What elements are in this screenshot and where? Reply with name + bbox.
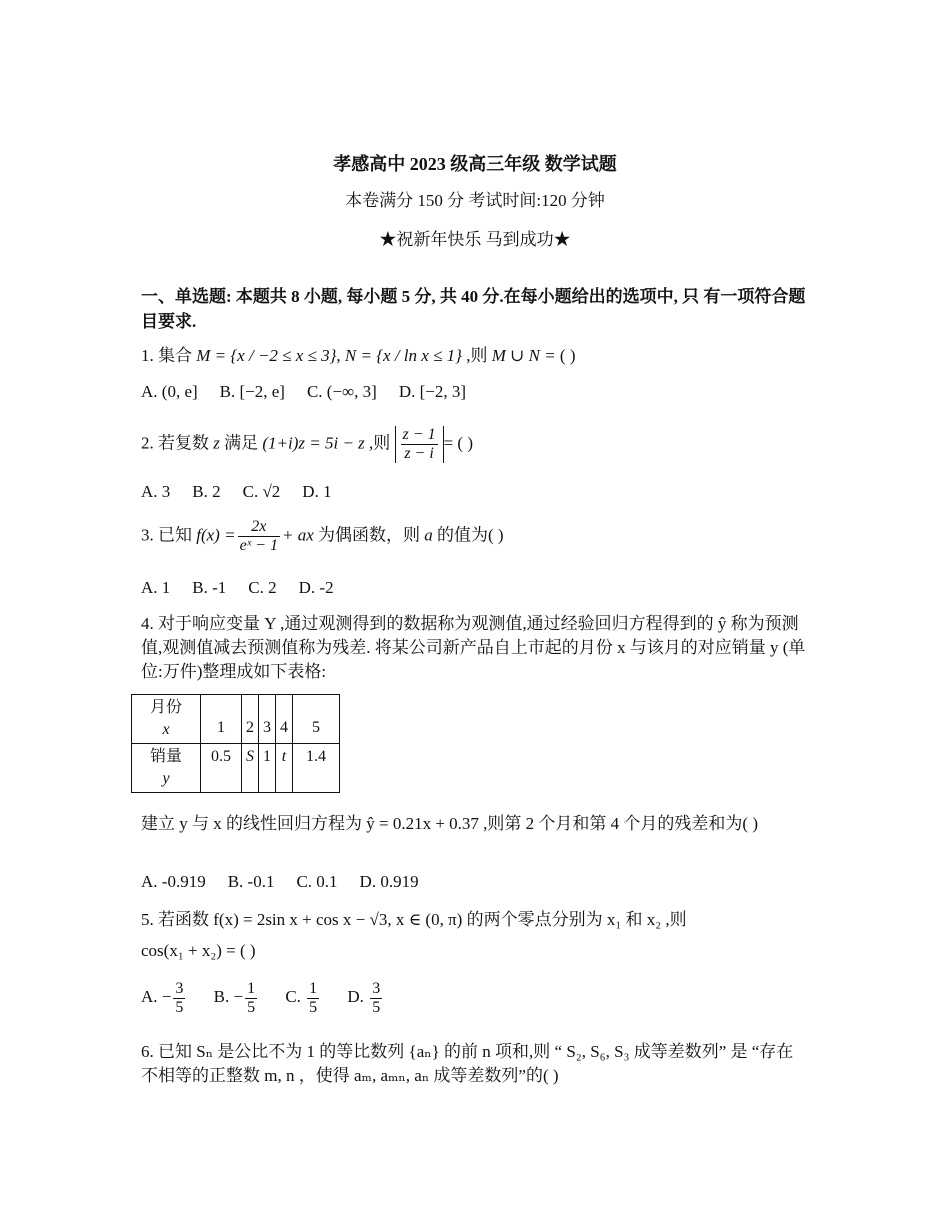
question-5-options — [141, 980, 406, 1017]
table-cell: 4 — [276, 695, 293, 744]
table-cell: 3 — [259, 695, 276, 744]
q4-option-a[interactable]: A. -0.919 — [141, 872, 206, 891]
question-4-options — [141, 870, 441, 894]
question-1-stem: 1. 集合 M = {x / −2 ≤ x ≤ 3}, N = {x / ln x ≤ 1} ,则 M ∪ N = ( ) — [141, 346, 576, 365]
question-2-options — [141, 480, 354, 504]
q2-option-a[interactable]: A. 3 — [141, 482, 171, 501]
q4-data-table — [131, 694, 340, 793]
table-cell: 2 — [242, 695, 259, 744]
table-row — [132, 744, 340, 793]
table-cell: 1 — [201, 695, 242, 744]
q1-option-c[interactable]: C. (−∞, 3] — [306, 382, 377, 401]
q3-option-c[interactable]: C. 2 — [248, 578, 277, 597]
question-3-options — [141, 576, 356, 600]
table-cell: 月份 x — [132, 695, 201, 744]
question-4-stem: 4. 对于响应变量 Y ,通过观测得到的数据称为观测值,通过经验回归方程得到的 ŷ 称为预测值,观测值减去预测值称为残差. 将某公司新产品自上市起的月份 x 与该月的对应销量 y (单位:万件)整理成如下表格: — [141, 614, 806, 681]
question-1-options — [141, 380, 488, 404]
q1-option-a[interactable]: A. (0, e] — [141, 382, 198, 401]
section-heading: 一、单选题: 本题共 8 小题, 每小题 5 分, 共 40 分.在每小题给出的选项中, 只 有一项符合题目要求. — [141, 287, 806, 331]
table-cell: 1.4 — [293, 744, 340, 793]
exam-motto: ★祝新年快乐 马到成功★ — [379, 230, 571, 249]
question-6-stem: 6. 已知 Sₙ 是公比不为 1 的等比数列 {aₙ} 的前 n 项和,则 “ S₂, S₆, S₃ 成等差数列” 是 “存在不相等的正整数 m, n ，使得 aₘ, aₘₙ, aₙ 成等差数列”的( ) — [141, 1042, 794, 1085]
q2-equation: (1+i)z = 5i − z — [262, 433, 365, 453]
q2-absolute-fraction: $\frac{z - 1}{z - i}$ — [395, 426, 444, 463]
question-2-stem: 2. 若复数 z 满足 (1+i)z = 5i − z ,则 $\frac{z - 1}{z - i}$ = ( ) — [141, 426, 473, 462]
exam-title: 孝感高中 2023 级高三年级 数学试题 — [333, 154, 617, 174]
q2-option-b[interactable]: B. 2 — [192, 482, 221, 501]
q4-option-d[interactable]: D. 0.919 — [359, 872, 419, 891]
table-cell: 销量 y — [132, 744, 201, 793]
q3-option-b[interactable]: B. -1 — [192, 578, 227, 597]
q2-option-d[interactable]: D. 1 — [302, 482, 332, 501]
question-5-stem-line2: cos(x₁ + x₂) = ( ) — [141, 941, 256, 960]
table-cell: 5 — [293, 695, 340, 744]
q1-option-b[interactable]: B. [−2, e] — [219, 382, 285, 401]
q2-option-c[interactable]: C. √2 — [242, 482, 281, 501]
q1-target: M ∪ N = — [491, 346, 556, 365]
q5-option-b[interactable]: B. − $\frac{1}{5}$ — [213, 980, 256, 1016]
q3-option-a[interactable]: A. 1 — [141, 578, 171, 597]
table-cell: 1 — [259, 744, 276, 793]
question-5-stem: 5. 若函数 f(x) = 2sin x + cos x − √3, x ∈ (0, π) 的两个零点分别为 x₁ 和 x₂ ,则 — [141, 910, 687, 929]
q4-option-b[interactable]: B. -0.1 — [227, 872, 275, 891]
q5-option-c[interactable]: C. $\frac{1}{5}$ — [285, 980, 318, 1016]
question-4-followup: 建立 y 与 x 的线性回归方程为 ŷ = 0.21x + 0.37 ,则第 2 个月和第 4 个月的残差和为( ) — [141, 814, 758, 833]
table-cell: 0.5 — [201, 744, 242, 793]
exam-subtitle: 本卷满分 150 分 考试时间:120 分钟 — [345, 191, 605, 210]
q5-option-a[interactable]: A. − $\frac{3}{5}$ — [141, 980, 184, 1016]
q3-option-d[interactable]: D. -2 — [298, 578, 334, 597]
q3-fraction: $\frac{2x}{\text{eˣ − 1}}$ — [239, 518, 278, 554]
q4-option-c[interactable]: C. 0.1 — [296, 872, 338, 891]
q1-option-d[interactable]: D. [−2, 3] — [398, 382, 467, 401]
question-3-stem: 3. 已知 f(x) = $\frac{2x}{\text{eˣ − 1}}$ + ax 为偶函数，则 a 的值为( ) — [141, 518, 504, 554]
table-row — [132, 695, 340, 744]
table-cell: S — [242, 744, 259, 793]
table-cell: t — [276, 744, 293, 793]
q1-set-expression: M = {x / −2 ≤ x ≤ 3}, N = {x / ln x ≤ 1} — [196, 346, 462, 365]
q5-option-d[interactable]: D. $\frac{3}{5}$ — [347, 980, 381, 1016]
